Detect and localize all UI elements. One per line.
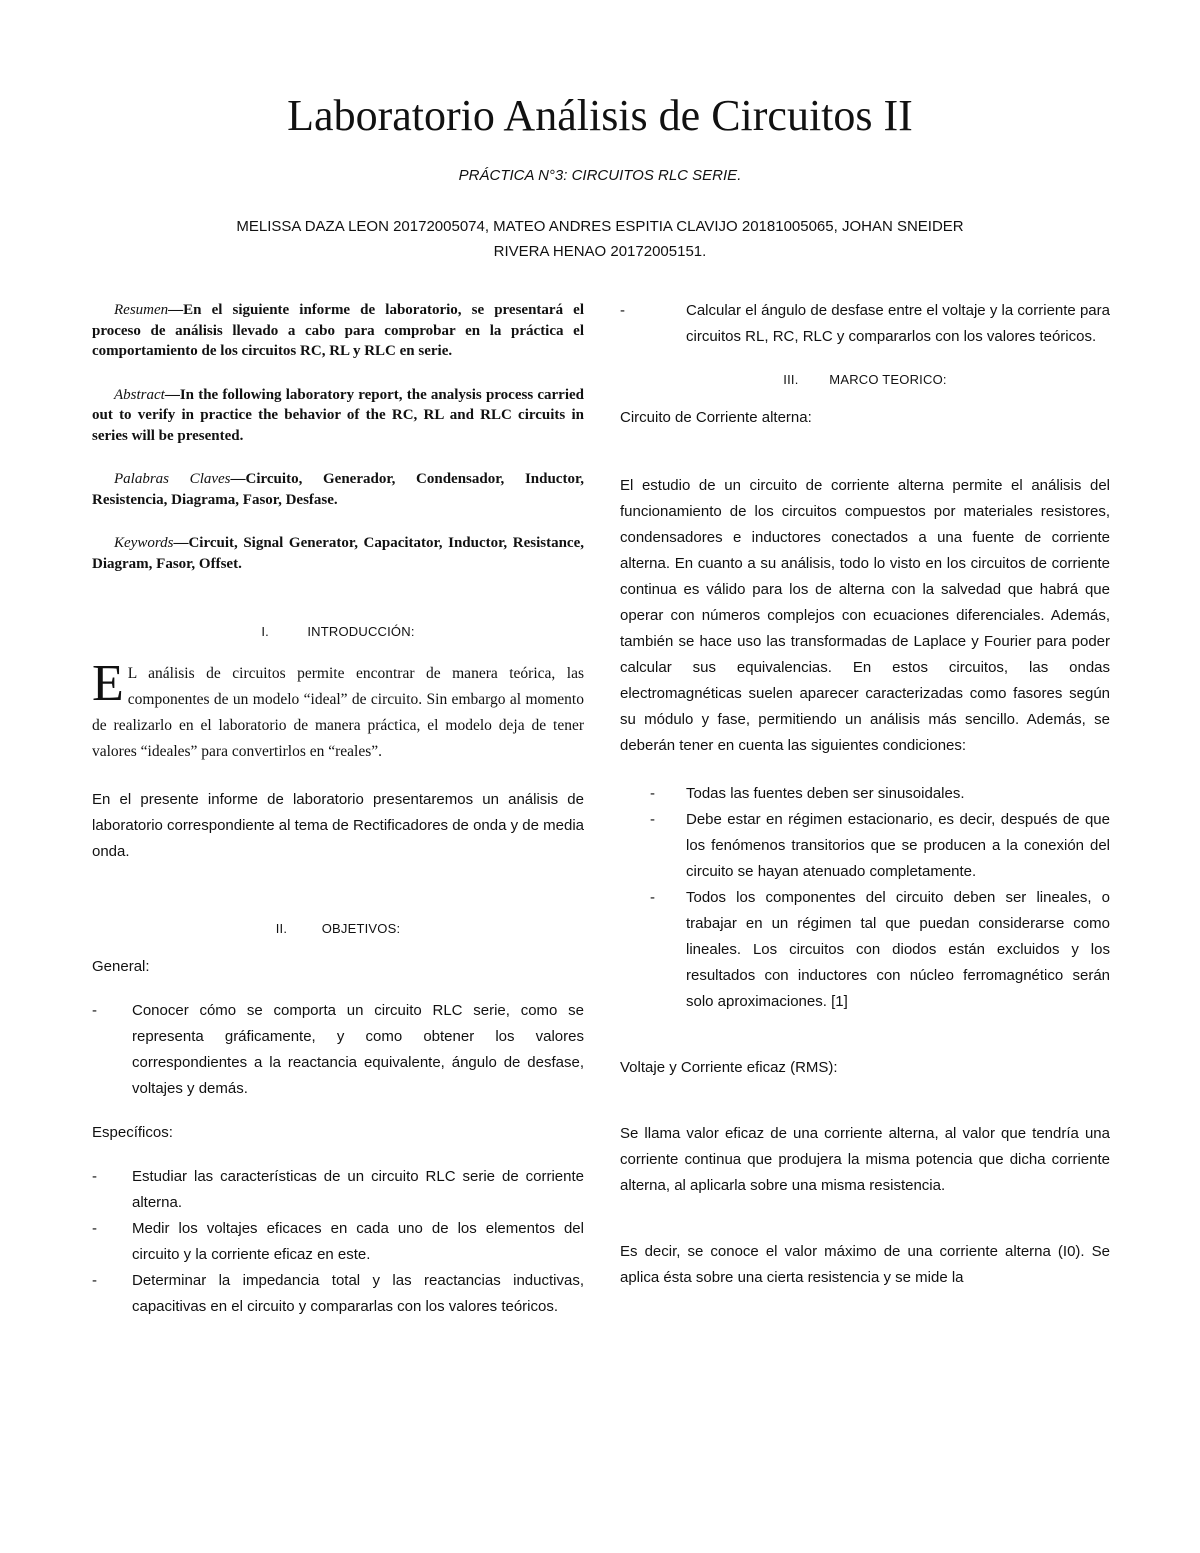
left-column (92, 300, 584, 1320)
authors-line-2: RIVERA HENAO 20172005151. (493, 243, 707, 260)
list-item-text: Todas las fuentes deben ser sinusoidales. (686, 785, 965, 802)
marco-paragraph-3: Es decir, se conoce el valor máximo de una corriente alterna (I0). Se aplica ésta sobre una cierta resistencia y se mide la (620, 1243, 1110, 1286)
palabras-claves-text: Circuito, Generador, Condensador, Inductor, Resistencia, Diagrama, Fasor, Desfase. (92, 471, 584, 508)
list-item-text: Calcular el ángulo de desfase entre el voltaje y la corriente para circuitos RL, RC, RLC y compararlos con los valores teóricos. (686, 302, 1110, 345)
list-item (92, 998, 584, 1102)
list-item-text: Medir los voltajes eficaces en cada uno de los elementos del circuito y la corriente eficaz en este. (132, 1220, 584, 1263)
marco-paragraph-2: Se llama valor eficaz de una corriente alterna, al valor que tendría una corriente continua que produjera la misma potencia que dicha corriente alterna, al aplicarla sobre una misma resistencia. (620, 1125, 1110, 1194)
marco-paragraph-1: El estudio de un circuito de corriente alterna permite el análisis del funcionamiento de los circuitos compuestos por materiales resistores, condensadores e inductores conectados a una fuente de corriente alterna. En cuanto a su análisis, todo lo visto en los circuitos de corriente continua es válido para los de alterna con la salvedad que habrá que operar con números complejos con ecuaciones diferenciales. Además, también se hace uso las transformadas de Laplace y Fourier para poder calcular sus equivalencias. En estos circuitos, las ondas electromagnéticas suelen aparecer caracterizadas como fasores según su módulo y fase, permitiendo un análisis más sencillo. Además, se deberán tener en cuenta las siguientes condiciones: (620, 477, 1110, 754)
resumen-text: En el siguiente informe de laboratorio, se presentará el proceso de análisis llevado a cabo para comprobar en la práctica el comportamiento de los circuitos RC, RL y RLC en serie. (92, 302, 584, 359)
list-item (620, 298, 1110, 350)
especificos-list-continued (620, 298, 1110, 350)
section-number: I. (261, 624, 269, 639)
palabras-claves-label: Palabras Claves (114, 471, 231, 487)
keywords-paragraph (92, 533, 584, 574)
palabras-dash: — (230, 471, 246, 487)
list-item-text: Todos los componentes del circuito deben ser lineales, o trabajar en un régimen tal que puedan considerarse como lineales. Los circuitos con diodos están excluidos y los resultados con inductores con núcleo ferromagnético serán solo aproximaciones. [1] (686, 889, 1110, 1010)
right-column (620, 300, 1110, 1291)
general-label: General: (92, 958, 150, 975)
section-number: III. (783, 372, 799, 387)
drop-cap: E (92, 655, 124, 712)
subheading-corriente-alterna: Circuito de Corriente alterna: (620, 409, 812, 426)
section-heading-introduccion (92, 624, 584, 639)
bullet-dash: - (92, 1002, 97, 1019)
list-item (92, 1164, 584, 1216)
abstract-dash: — (164, 386, 180, 403)
palabras-claves-paragraph (92, 469, 584, 510)
section-title: INTRODUCCIÓN: (307, 624, 415, 639)
especificos-list (92, 1164, 584, 1320)
section-title: OBJETIVOS: (321, 921, 401, 936)
paper-title: Laboratorio Análisis de Circuitos II (287, 91, 913, 140)
bullet-dash: - (650, 811, 655, 828)
list-item (92, 1216, 584, 1268)
list-item-text: Debe estar en régimen estacionario, es decir, después de que los fenómenos transitorios que se producen a la conexión del circuito se hayan atenuado completamente. (686, 811, 1110, 880)
list-item-text: Determinar la impedancia total y las reactancias inductivas, capacitivas en el circuito y compararlas con los valores teóricos. (132, 1272, 584, 1315)
section-heading-objetivos (92, 921, 584, 936)
list-item-text: Estudiar las características de un circuito RLC serie de corriente alterna. (132, 1168, 584, 1211)
keywords-label: Keywords (114, 535, 174, 551)
paper-subtitle: PRÁCTICA N°3: CIRCUITOS RLC SERIE. (458, 167, 742, 184)
bullet-dash: - (92, 1272, 97, 1289)
especificos-label: Específicos: (92, 1124, 173, 1141)
bullet-dash: - (650, 785, 655, 802)
abstract-text: In the following laboratory report, the analysis process carried out to verify in practice the behavior of the RC, RL and RLC circuits in series will be presented. (92, 386, 584, 444)
authors (130, 214, 1070, 264)
bullet-dash: - (92, 1168, 97, 1185)
resumen-paragraph (92, 300, 584, 362)
subheading-rms: Voltaje y Corriente eficaz (RMS): (620, 1059, 838, 1076)
resumen-dash: — (168, 302, 184, 318)
keywords-text: Circuit, Signal Generator, Capacitator, Inductor, Resistance, Diagram, Fasor, Offset. (92, 535, 584, 572)
intro-text-1: L análisis de circuitos permite encontrar de manera teórica, las componentes de un modelo “ideal” de circuito. Sin embargo al momento de realizarlo en el laboratorio de manera práctica, el modelo deja de tener valores “ideales” para convertirlos en “reales”. (92, 665, 584, 760)
bullet-dash: - (620, 302, 625, 319)
general-list (92, 998, 584, 1102)
section-number: II. (275, 921, 288, 936)
list-item (620, 807, 1110, 885)
section-title: MARCO TEORICO: (829, 372, 947, 387)
list-item (620, 781, 1110, 807)
resumen-label: Resumen (114, 302, 169, 318)
list-item (92, 1268, 584, 1320)
authors-line-1: MELISSA DAZA LEON 20172005074, MATEO ANDRES ESPITIA CLAVIJO 20181005065, JOHAN SNEIDER (236, 218, 964, 235)
list-item-text: Conocer cómo se comporta un circuito RLC serie, como se representa gráficamente, y como obtener los valores correspondientes a la reactancia equivalente, ángulo de desfase, voltajes y demás. (132, 1002, 584, 1097)
abstract-paragraph (92, 385, 584, 447)
conditions-list (620, 781, 1110, 1015)
section-heading-marco-teorico (620, 372, 1110, 387)
abstract-label: Abstract (114, 386, 165, 403)
keywords-dash: — (173, 535, 189, 551)
bullet-dash: - (92, 1220, 97, 1237)
intro-paragraph-1 (92, 655, 584, 765)
intro-paragraph-2: En el presente informe de laboratorio presentaremos un análisis de laboratorio correspondiente al tema de Rectificadores de onda y de media onda. (92, 791, 584, 860)
list-item (620, 885, 1110, 1015)
bullet-dash: - (650, 889, 655, 906)
